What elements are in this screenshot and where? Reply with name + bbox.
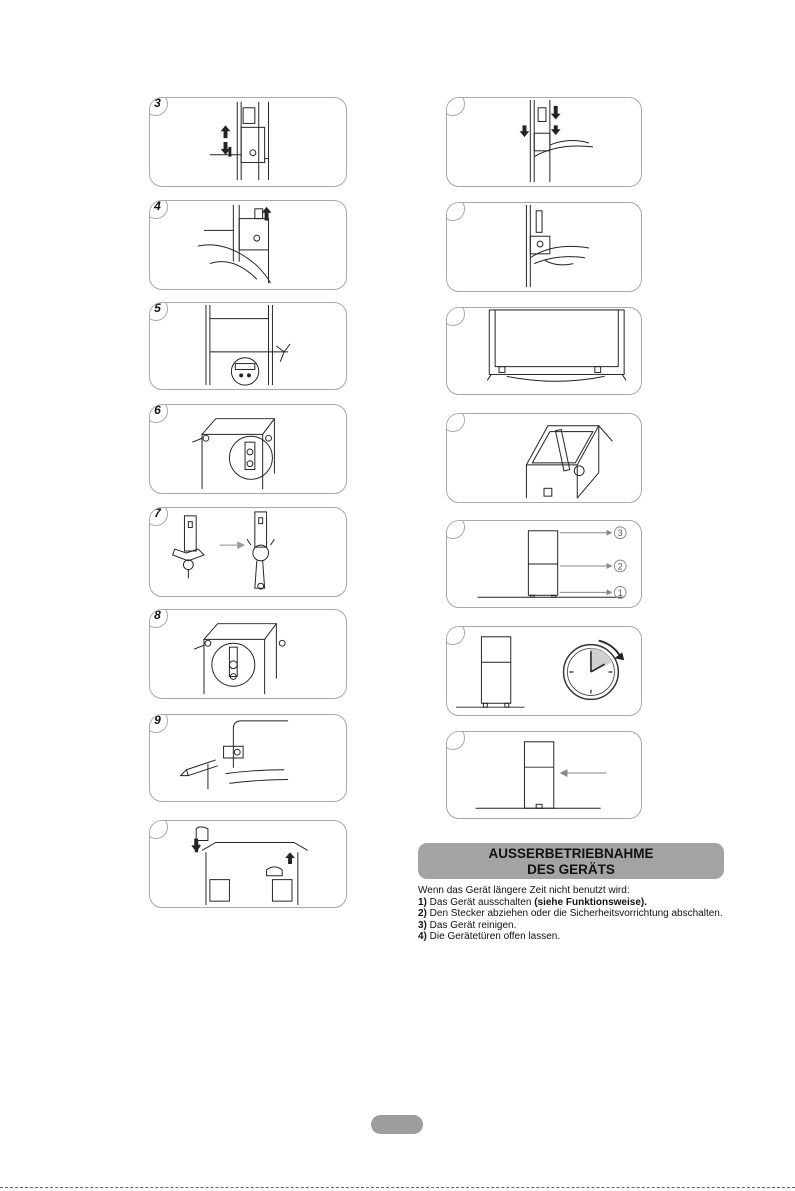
step-6-illustration bbox=[150, 405, 346, 493]
step-r4-illustration bbox=[447, 414, 641, 502]
step-number: 4 bbox=[149, 200, 168, 219]
section-title-line1: AUSSERBETRIEBNAHME bbox=[488, 846, 654, 861]
step-r1-panel bbox=[446, 97, 642, 187]
step-3-illustration bbox=[150, 98, 346, 186]
step-r5-panel bbox=[446, 520, 642, 608]
step-10-illustration bbox=[150, 821, 346, 907]
level-mark-1: 1 bbox=[617, 587, 623, 598]
step-r6-illustration bbox=[447, 627, 641, 715]
list-item: 2) Den Stecker abziehen oder die Sicherheitsvorrichtung abschalten. bbox=[418, 908, 723, 920]
step-r5-illustration bbox=[447, 521, 641, 607]
step-number: 3 bbox=[149, 97, 168, 116]
step-8-illustration bbox=[150, 610, 346, 698]
list-item: 1) Das Gerät ausschalten (siehe Funktionsweise). bbox=[418, 896, 647, 908]
list-item: 3) Das Gerät reinigen. bbox=[418, 919, 517, 931]
step-3-panel bbox=[149, 97, 347, 187]
step-r2-illustration bbox=[447, 203, 641, 291]
step-number: 9 bbox=[149, 714, 168, 733]
step-9-panel bbox=[149, 714, 347, 802]
step-r6-panel bbox=[446, 626, 642, 716]
step-r3-panel bbox=[446, 307, 642, 395]
step-4-illustration bbox=[150, 201, 346, 289]
step-10-panel bbox=[149, 820, 347, 908]
section-title-line2: DES GERÄTS bbox=[527, 862, 615, 877]
step-number: 5 bbox=[149, 302, 168, 321]
section-title-banner bbox=[418, 843, 724, 879]
step-number: 8 bbox=[149, 609, 168, 628]
step-number: 7 bbox=[149, 507, 168, 526]
step-5-panel bbox=[149, 302, 347, 390]
list-item: 4) Die Gerätetüren offen lassen. bbox=[418, 931, 561, 943]
step-r3-illustration bbox=[447, 308, 641, 394]
step-7-panel bbox=[149, 507, 347, 597]
section-intro: Wenn das Gerät längere Zeit nicht benutzt wird: bbox=[418, 885, 630, 896]
page-number-badge bbox=[371, 1115, 423, 1134]
page-edge-rule bbox=[0, 1187, 795, 1188]
step-r1-illustration bbox=[447, 98, 641, 186]
step-4-panel bbox=[149, 200, 347, 290]
level-mark-2: 2 bbox=[617, 561, 623, 572]
step-9-illustration bbox=[150, 715, 346, 801]
step-r2-panel bbox=[446, 202, 642, 292]
step-6-panel bbox=[149, 404, 347, 494]
level-mark-3: 3 bbox=[617, 528, 623, 539]
step-number: 6 bbox=[149, 404, 168, 423]
step-r7-illustration bbox=[447, 732, 641, 818]
step-8-panel bbox=[149, 609, 347, 699]
step-r7-panel bbox=[446, 731, 642, 819]
step-7-illustration bbox=[150, 508, 346, 596]
step-r4-panel bbox=[446, 413, 642, 503]
section-body bbox=[418, 885, 748, 943]
step-5-illustration bbox=[150, 303, 346, 389]
